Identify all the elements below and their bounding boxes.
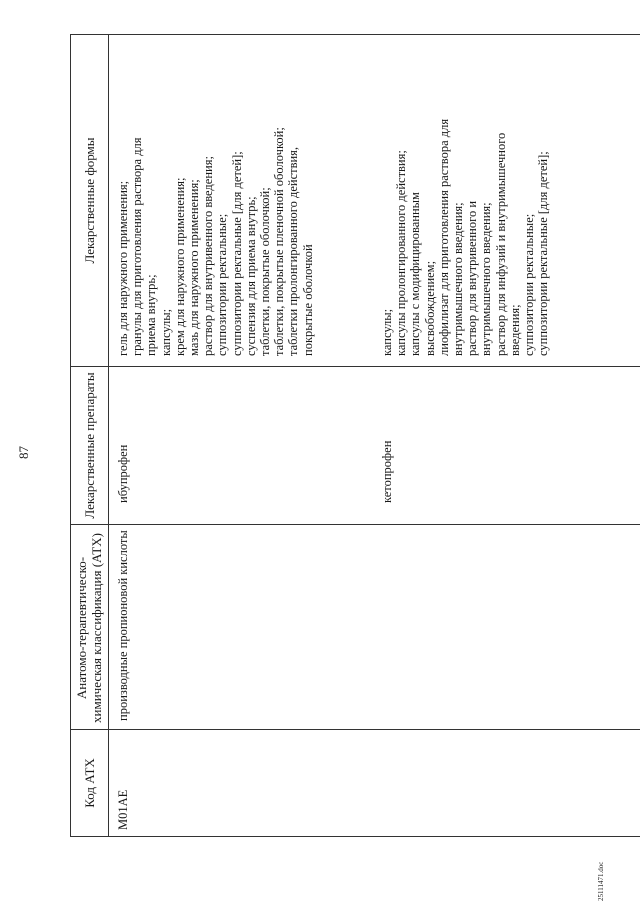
table-divider-col3 bbox=[70, 366, 640, 367]
page-number: 87 bbox=[16, 446, 31, 459]
table-border-right bbox=[70, 34, 640, 35]
form-line: введения; bbox=[507, 304, 522, 356]
form-line: лиофилизат для приготовления раствора для bbox=[436, 118, 451, 356]
header-atc: Анатомо-терапевтическо-химическая классификация (АТХ) bbox=[74, 533, 104, 723]
form-line: раствор для внутривенного и bbox=[465, 200, 480, 356]
form-line: внутримышечного введения; bbox=[451, 202, 466, 356]
form-line: раствор для инфузий и внутримышечного bbox=[493, 132, 508, 356]
form-line: таблетки, покрытые оболочкой; bbox=[258, 187, 273, 356]
table-border-left bbox=[70, 836, 640, 837]
form-line: суппозитории ректальные; bbox=[215, 213, 230, 356]
forms-list-ibuprofen bbox=[116, 127, 315, 356]
atc-classification-cell: производные пропионовой кислоты bbox=[116, 530, 130, 721]
form-line: капсулы пролонгированного действия; bbox=[394, 150, 409, 356]
form-line: внутримышечного введения; bbox=[479, 202, 494, 356]
form-line: капсулы; bbox=[158, 308, 173, 356]
form-line: высвобождением; bbox=[422, 260, 437, 356]
table-divider-col1 bbox=[70, 729, 640, 730]
drug-name-ibuprofen: ибупрофен bbox=[116, 444, 130, 503]
form-line: суппозитории ректальные [для детей]; bbox=[536, 151, 551, 356]
form-line: капсулы с модифицированным bbox=[408, 192, 423, 356]
forms-list-ketoprofen bbox=[380, 119, 550, 356]
form-line: раствор для внутривенного введения; bbox=[201, 156, 216, 356]
header-drugs: Лекарственные препараты bbox=[81, 372, 97, 519]
header-code: Код АТХ bbox=[81, 758, 97, 808]
drug-name-ketoprofen: кетопрофен bbox=[380, 440, 394, 503]
document-filename: 25111471.doc bbox=[597, 861, 605, 901]
form-line: таблетки, покрытые пленочной оболочкой; bbox=[272, 127, 287, 356]
table-divider-col2 bbox=[70, 524, 640, 525]
form-line: мазь для наружного применения; bbox=[187, 179, 202, 356]
form-line: крем для наружного применения; bbox=[172, 177, 187, 356]
form-line: суппозитории ректальные; bbox=[522, 213, 537, 356]
form-line: таблетки пролонгированного действия, bbox=[286, 146, 301, 356]
form-line: приема внутрь; bbox=[144, 274, 159, 356]
form-line: гранулы для приготовления раствора для bbox=[130, 137, 145, 356]
form-line: гель для наружного применения; bbox=[116, 180, 130, 356]
form-line: покрытые оболочкой bbox=[300, 244, 315, 356]
table-header-bottom bbox=[108, 34, 109, 837]
atc-code-cell: M01AE bbox=[116, 789, 130, 830]
form-line: суппозитории ректальные [для детей]; bbox=[229, 151, 244, 356]
form-line: капсулы; bbox=[380, 308, 394, 356]
header-forms: Лекарственные формы bbox=[81, 137, 97, 264]
form-line: суспензия для приема внутрь; bbox=[243, 196, 258, 356]
